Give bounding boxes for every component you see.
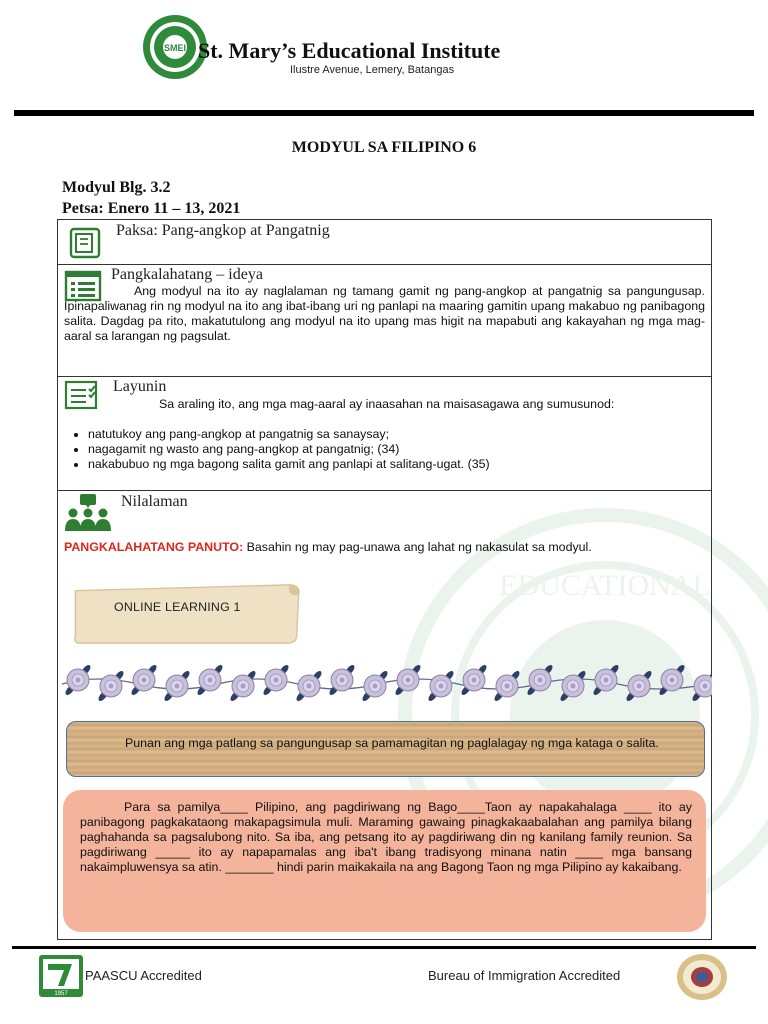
list-item: • nakabubuo ng mga bagong salita gamit ang panlapi at salitang-ugat. (35) [88, 457, 704, 472]
exercise-text: Para sa pamilya____ Pilipino, ang pagdiriwang ng Bago____Taon ay napakahalaga ____ ito ay panibagong pagkakataong makapagsimula muli. Maraming gawaing pinagkakaabalahan ang pamilya bilang paghahanda sa pagsalubong nito. Sa iba, ang petsang ito ay pagdiriwang din ng kanilang family reunion. Sa pagdiriwang _____ ito ay napapamalas ang iba't ibang tradisyong minana natin ____ mga bansang nakaimpluwensya sa atin. _______ hindi parin maikakaila na ang Bagong Taon ng mga Pilipino ay kakaibang. [80, 800, 692, 874]
panuto-text: Basahin ng may pag-unawa ang lahat ng nakasulat sa modyul. [243, 540, 592, 554]
group-discussion-icon [64, 493, 112, 533]
paascu-accredited: PAASCU Accredited [85, 968, 202, 983]
module-title: MODYUL SA FILIPINO 6 [291, 139, 477, 156]
footer-rule [12, 946, 756, 949]
school-name: St. Mary’s Educational Institute [198, 38, 501, 63]
panuto-label: PANGKALAHATANG PANUTO: [64, 540, 244, 554]
module-content-box [57, 219, 712, 940]
svg-text:EDUCATIONAL: EDUCATIONAL [499, 569, 711, 602]
logo-text: SMEI [163, 43, 187, 53]
module-number: Modyul Blg. 3.2 [62, 179, 171, 196]
immigration-accredited: Bureau of Immigration Accredited [428, 968, 621, 983]
scroll-banner [68, 581, 306, 647]
header-rule [14, 110, 754, 116]
list-item: • natutukoy ang pang-angkop at pangatnig sa sanaysay; [88, 427, 704, 442]
nilalaman-heading: Nilalaman [121, 493, 188, 510]
ideya-heading: Pangkalahatang – ideya [111, 266, 263, 283]
book-icon [68, 226, 102, 260]
paascu-year: 1957 [54, 991, 68, 997]
instruction-text: Punan ang mga patlang sa pangungusap sa pamamagitan ng paglalagay ng mga kataga o salita. [125, 736, 659, 750]
module-date: Petsa: Enero 11 – 13, 2021 [62, 200, 241, 217]
exercise-box [63, 790, 706, 932]
list-item: • nagagamit ng wasto ang pang-angkop at pangatnig; (34) [88, 442, 704, 457]
divider [58, 264, 711, 265]
banner-text: ONLINE LEARNING 1 [114, 600, 241, 614]
layunin-heading: Layunin [113, 378, 167, 395]
floral-border [58, 660, 712, 706]
layunin-list [64, 427, 704, 472]
paksa-heading: Paksa: Pang-angkop at Pangatnig [116, 222, 330, 239]
school-address: Ilustre Avenue, Lemery, Batangas [290, 64, 455, 76]
divider [58, 376, 711, 377]
paascu-logo [38, 954, 84, 998]
instruction-box [66, 721, 705, 777]
ideya-text: Ang modyul na ito ay naglalaman ng tamang gamit ng pang-angkop at pangatnig sa pangungusap. Ipinapaliwanag rin ng modyul na ito ang ibat-ibang uri ng panlapi na maaring gamitin upang makabuo ng panibagong salita. Dagdag pa rito, makatutulong ang modyul na ito upang mas higit na mapabuti ang kakayahan ng mga mag-aaral sa larangan ng pagsulat. [64, 284, 705, 343]
layunin-intro: Sa araling ito, ang mga mag-aaral ay inaasahan na maisasagawa ang sumusunod: [159, 397, 615, 411]
divider [58, 490, 711, 491]
panuto [64, 540, 705, 555]
immigration-seal [676, 953, 728, 1001]
